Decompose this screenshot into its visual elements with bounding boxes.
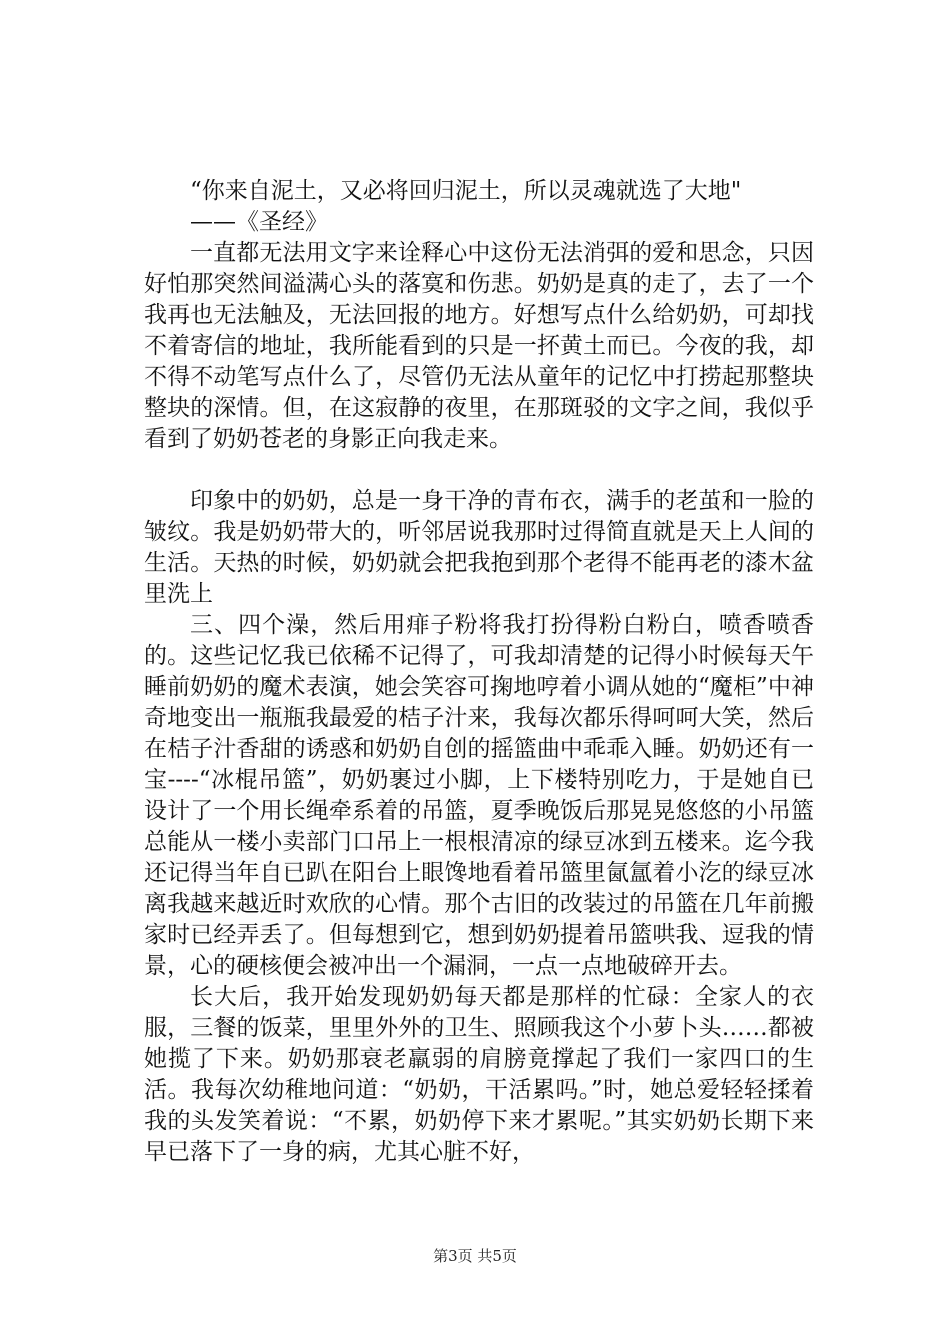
page-number-footer: 第3页 共5页 <box>433 1247 517 1265</box>
paragraph-1: 一直都无法用文字来诠释心中这份无法消弭的爱和思念，只因好怕那突然间溢满心头的落寞和伤悲。奶奶是真的走了，去了一个我再也无法触及，无法回报的地方。好想写点什么给奶奶，可却找不着寄信的地址，我所能看到的只是一抔黄土而已。今夜的我，却不得不动笔写点什么了，尽管仍无法从童年的记忆中打捞起那整块整块的深情。但，在这寂静的夜里，在那斑驳的文字之间，我似乎看到了奶奶苍老的身影正向我走来。 <box>144 240 814 452</box>
paragraph-4: 长大后，我开始发现奶奶每天都是那样的忙碌：全家人的衣服，三餐的饭菜，里里外外的卫生、照顾我这个小萝卜头……都被她揽了下来。奶奶那衰老羸弱的肩膀竟撑起了我们一家四口的生活。我每次幼稚地问道：“奶奶，干活累吗。”时，她总爱轻轻揉着我的头发笑着说：“不累，奶奶停下来才累呢。”其实奶奶长期下来早已落下了一身的病，尤其心脏不好， <box>144 984 814 1165</box>
document-body <box>144 176 814 1168</box>
epigraph-source: ——《圣经》 <box>190 209 328 235</box>
paragraph-3: 三、四个澡，然后用痱子粉将我打扮得粉白粉白，喷香喷香的。这些记忆我已依稀不记得了，可我却清楚的记得小时候每天午睡前奶奶的魔术表演，她会笑容可掬地哼着小调从她的“魔柜”中神奇地变出一瓶瓶我最爱的桔子汁来，我每次都乐得呵呵大笑，然后在桔子汁香甜的诱惑和奶奶自创的摇篮曲中乖乖入睡。奶奶还有一宝----“冰棍吊篮”，奶奶裹过小脚，上下楼特别吃力，于是她自已设计了一个用长绳牵系着的吊篮，夏季晚饭后那晃晃悠悠的小吊篮总能从一楼小卖部门口吊上一根根清凉的绿豆冰到五楼来。迄今我还记得当年自已趴在阳台上眼馋地看着吊篮里氤氲着小汔的绿豆冰离我越来越近时欢欣的心情。那个古旧的改装过的吊篮在几年前搬家时已经弄丢了。但每想到它，想到奶奶提着吊篮哄我、逗我的情景，心的硬核便会被冲出一个漏洞，一点一点地破碎开去。 <box>144 612 814 979</box>
epigraph-text: “你来自泥土，又必将回归泥土，所以灵魂就选了大地" <box>190 178 742 204</box>
paragraph-2: 印象中的奶奶，总是一身干净的青布衣，满手的老茧和一脸的皱纹。我是奶奶带大的，听邻居说我那时过得简直就是天上人间的生活。天热的时候，奶奶就会把我抱到那个老得不能再老的漆木盆里洗上 <box>144 488 814 607</box>
paragraph-spacer <box>144 455 814 486</box>
